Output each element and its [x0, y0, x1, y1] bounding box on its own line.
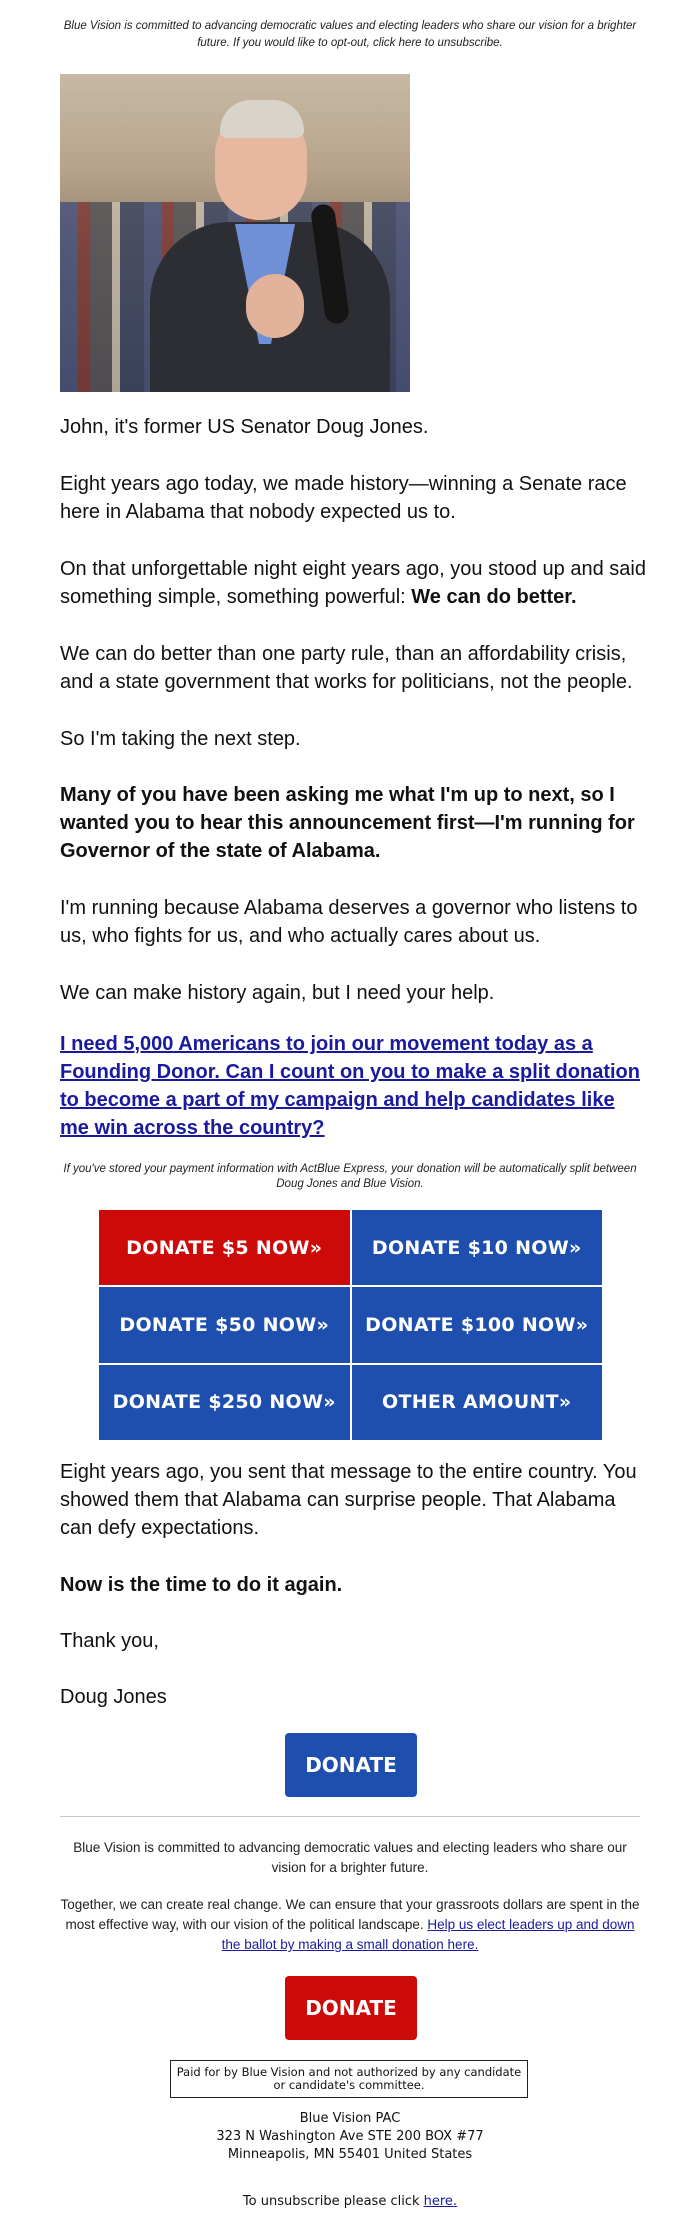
thank-you-text: Thank you, — [60, 1630, 159, 1652]
footer-donation-link[interactable]: Help us elect leaders up and down the ballot by making a small donation here. — [221, 1917, 635, 1952]
history-paragraph: Eight years ago today, we made history—winning a Senate race here in Alabama that nobody expected us to. — [60, 473, 627, 523]
donate-50-button[interactable]: DONATE $50 NOW» — [99, 1287, 350, 1362]
better-paragraph: We can do better than one party rule, than an affordability crisis, and a state government that works for politicians, not the people. — [60, 643, 633, 693]
help-paragraph: We can make history again, but I need your help. — [60, 982, 495, 1004]
founding-donor-link[interactable]: I need 5,000 Americans to join our movement today as a Founding Donor. Can I count on you to make a split donation to become a part of my campaign and help candidates like me win across the country? — [60, 1033, 640, 1139]
donate-5-button[interactable]: DONATE $5 NOW» — [99, 1210, 350, 1285]
donate-250-button[interactable]: DONATE $250 NOW» — [99, 1365, 350, 1440]
header-notice: Blue Vision is committed to advancing democratic values and electing leaders who share our vision for a brighter future. If you would like to opt-out, click here to unsubscribe. — [63, 20, 637, 49]
unsubscribe-text: To unsubscribe please click — [242, 2194, 424, 2209]
night-text: On that unforgettable night eight years ago, you stood up and said something simple, something powerful: — [60, 558, 646, 608]
signature-text: Doug Jones — [60, 1686, 167, 1708]
hair-shape — [220, 100, 304, 138]
donate-button-blue[interactable]: DONATE — [285, 1733, 417, 1797]
footer-together — [60, 1895, 640, 1955]
donate-100-button[interactable]: DONATE $100 NOW» — [352, 1287, 603, 1362]
other-amount-button[interactable]: OTHER AMOUNT» — [352, 1365, 603, 1440]
donate-button-red[interactable]: DONATE — [285, 1976, 417, 2040]
running-paragraph: I'm running because Alabama deserves a governor who listens to us, who fights for us, and who actually cares about us. — [60, 897, 638, 947]
footer-together-text: Together, we can create real change. We can ensure that your grassroots dollars are spent in the most effective way, with our vision of the political landscape. — [60, 1897, 640, 1932]
footer-divider — [60, 1816, 640, 1817]
night-bold: We can do better. — [411, 586, 577, 608]
actblue-note: If you've stored your payment information with ActBlue Express, your donation will be automatically split between Doug Jones and Blue Vision. — [63, 1163, 637, 1190]
address-line-1: 323 N Washington Ave STE 200 BOX #77 — [216, 2129, 484, 2144]
paid-for-disclaimer: Paid for by Blue Vision and not authorized by any candidate or candidate's committee. — [170, 2060, 528, 2098]
hand-shape — [246, 274, 304, 338]
unsubscribe-line — [60, 2194, 640, 2209]
unsubscribe-link[interactable]: here. — [423, 2194, 458, 2209]
footer-mission: Blue Vision is committed to advancing democratic values and electing leaders who share our vision for a brighter future. — [73, 1840, 627, 1875]
night-paragraph — [60, 555, 646, 611]
donate-button-grid — [99, 1210, 602, 1440]
donate-10-button[interactable]: DONATE $10 NOW» — [352, 1210, 603, 1285]
address-block — [60, 2110, 640, 2164]
org-name: Blue Vision PAC — [299, 2111, 401, 2126]
next-step-paragraph: So I'm taking the next step. — [60, 728, 301, 750]
message-paragraph: Eight years ago, you sent that message to the entire country. You showed them that Alabama can surprise people. That Alabama can defy expectations. — [60, 1461, 637, 1539]
announcement-paragraph: Many of you have been asking me what I'm up to next, so I wanted you to hear this announcement first—I'm running for Governor of the state of Alabama. — [60, 784, 635, 862]
address-line-2: Minneapolis, MN 55401 United States — [227, 2147, 473, 2162]
candidate-photo — [60, 74, 410, 392]
again-paragraph: Now is the time to do it again. — [60, 1574, 343, 1596]
greeting-paragraph: John, it's former US Senator Doug Jones. — [60, 416, 429, 438]
